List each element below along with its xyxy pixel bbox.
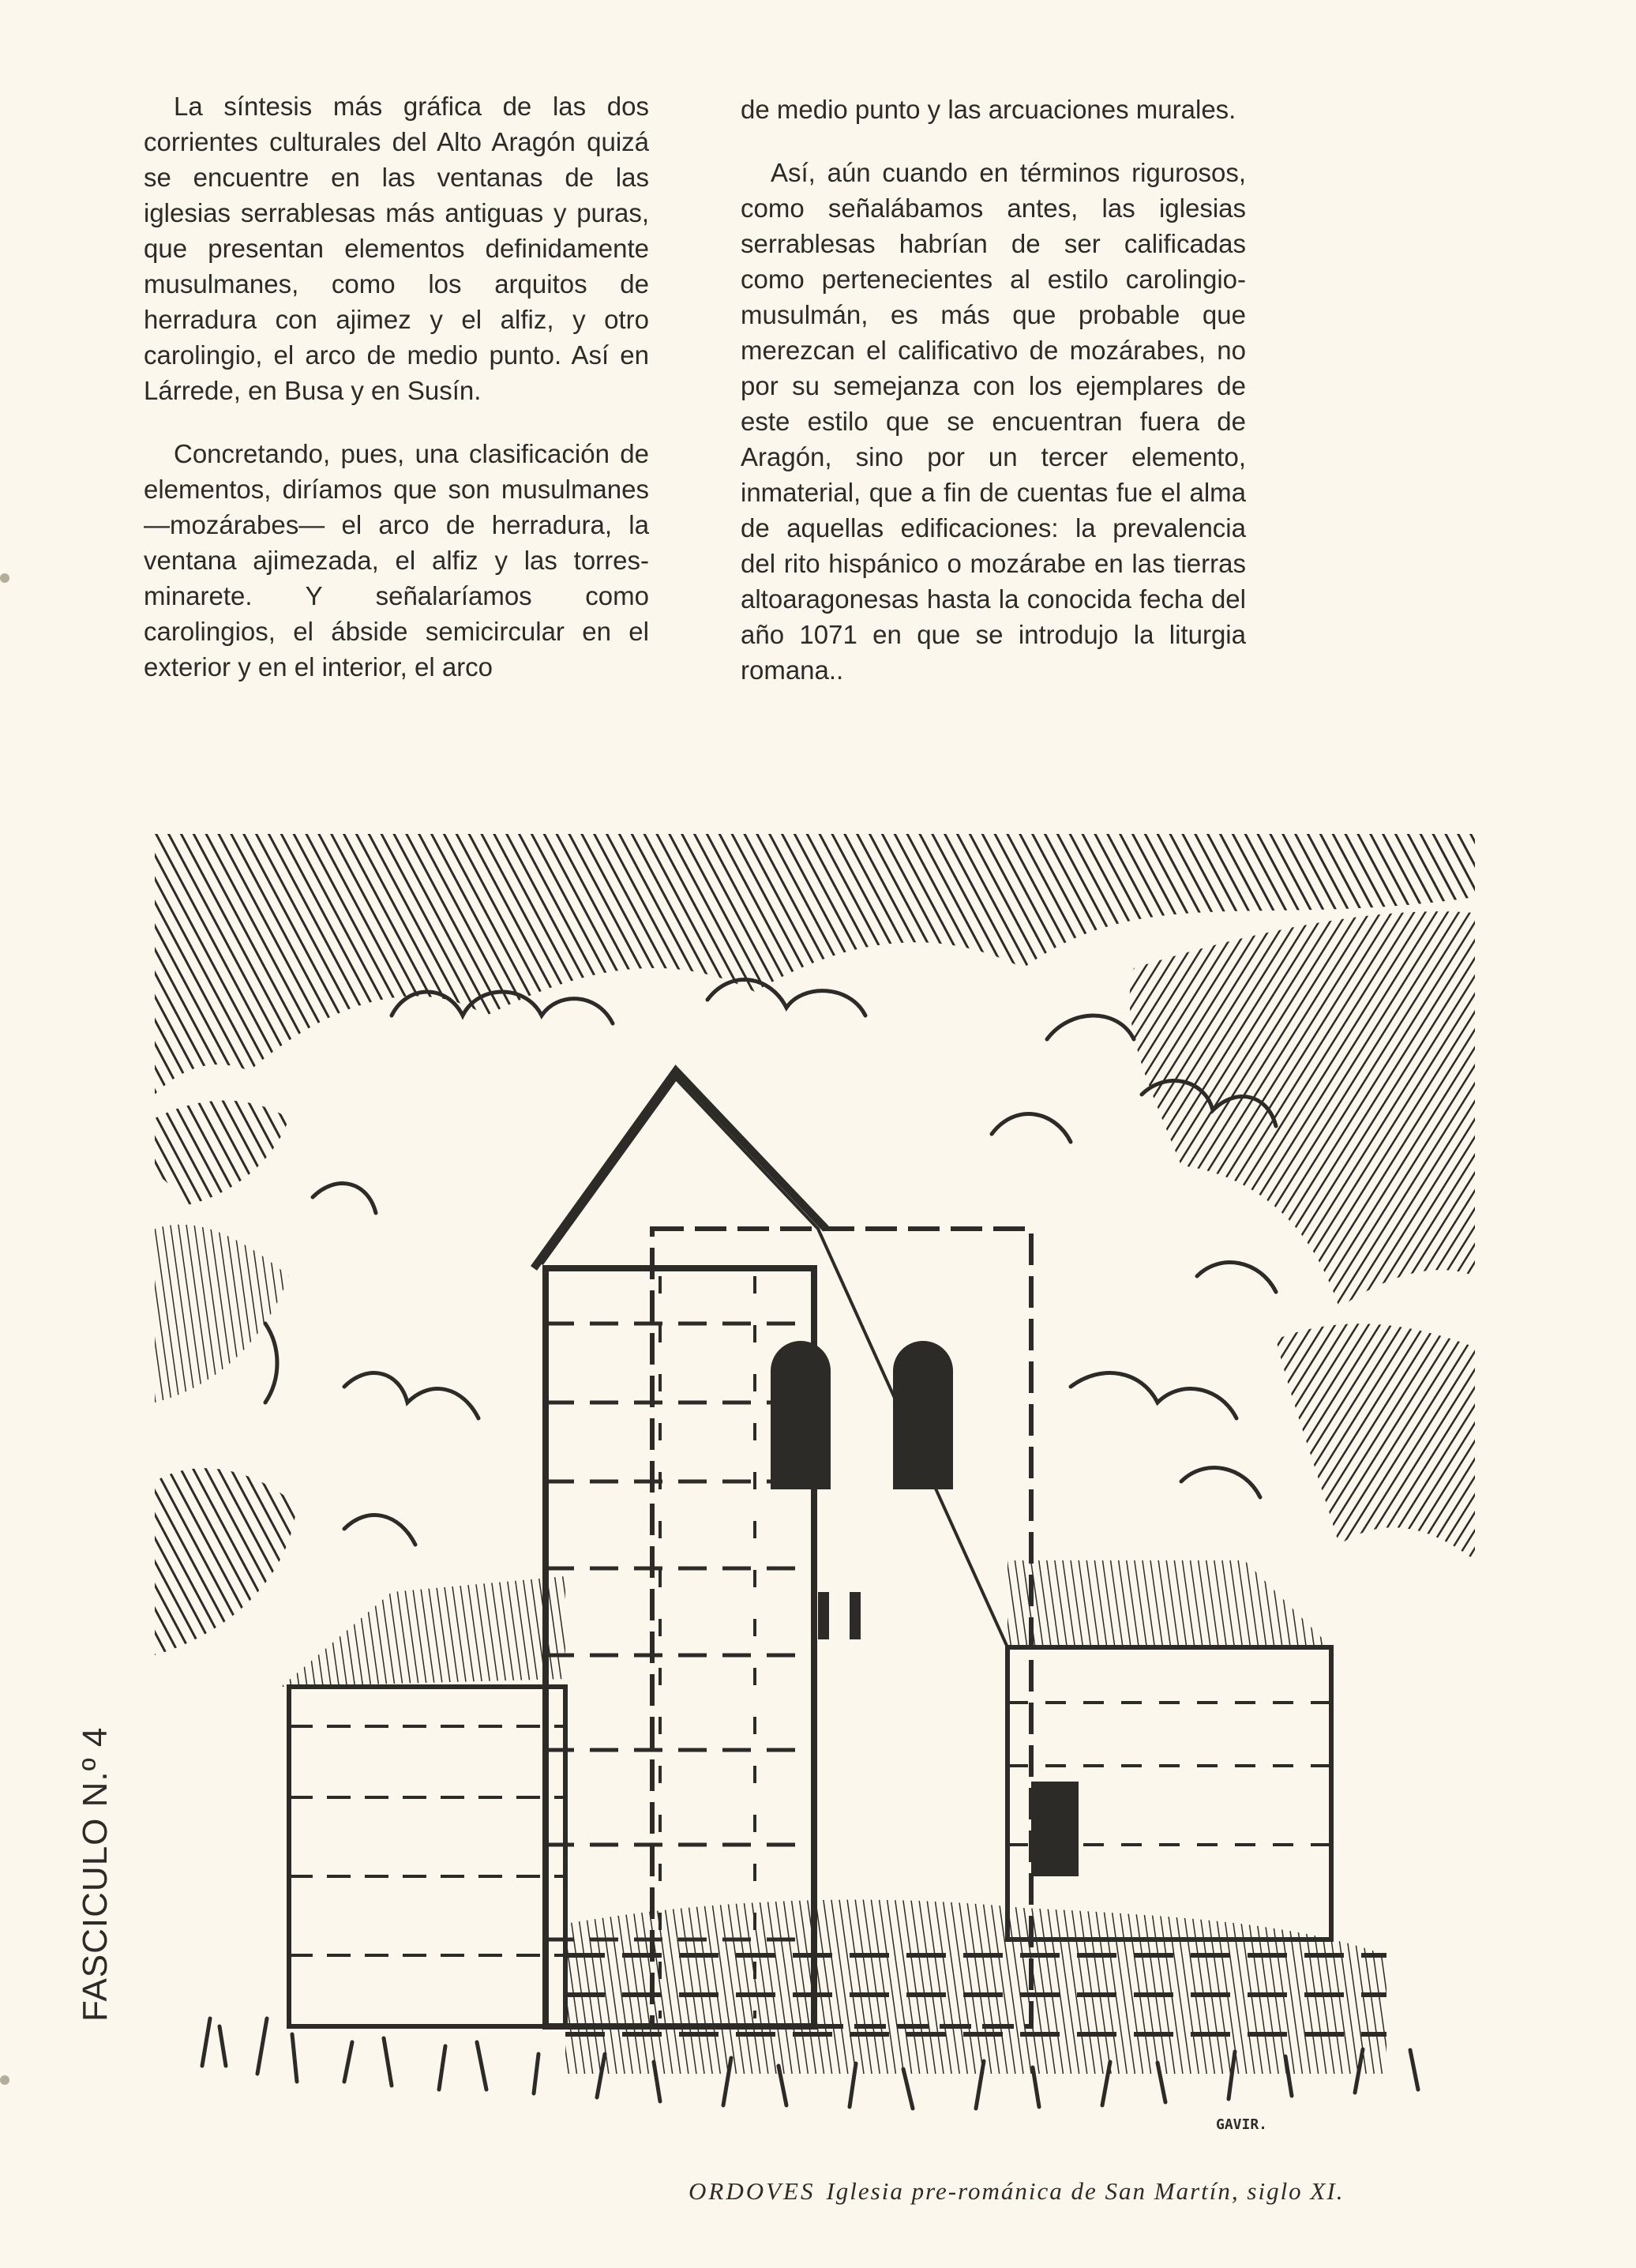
issue-label: FASCICULO N.º 4 (76, 1726, 114, 2022)
binding-hole (0, 2075, 9, 2085)
church-illustration (155, 834, 1475, 2176)
caption-place: ORDOVES (689, 2177, 816, 2205)
caption-text: Iglesia pre-románica de San Martín, siglo XI. (826, 2177, 1345, 2205)
paragraph: La síntesis más gráfica de las dos corrientes culturales del Alto Aragón quizá se encuentre en las ventanas de las iglesias serrablesas más antiguas y puras, que presentan elementos definidamente musulmanes, como los arquitos de herradura con ajimez y el alfiz, y otro carolingio, el arco de medio punto. Así en Lárrede, en Busa y en Susín. (144, 92, 649, 405)
left-building (281, 1576, 565, 2026)
text-column-left (144, 88, 649, 685)
paragraph: Así, aún cuando en términos rigurosos, como señalábamos antes, las iglesias serrablesas habrían de ser calificadas como pertenecientes al estilo carolingio-musulmán, es más que probable que merezcan el calificativo de mozárabes, no por su semejanza con los ejemplares de este estilo que se encuentran fuera de Aragón, sino por un tercer elemento, inmaterial, que a fin de cuentas fue el alma de aquellas edificaciones: la prevalencia del rito hispánico o mozárabe en las tierras altoaragonesas hasta la conocida fecha del año 1071 en que se introdujo la liturgia romana.. (741, 158, 1246, 685)
right-building (1007, 1560, 1331, 1939)
text-column-right (741, 92, 1246, 688)
stone-wall (565, 1900, 1386, 2074)
bell-tower (534, 1071, 1031, 2026)
artist-signature: GAVIR. (1216, 2116, 1268, 2133)
paragraph: Concretando, pues, una clasificación de elementos, diríamos que son musulmanes —mozárabes— el arco de herradura, la ventana ajimezada, el alfiz y las torres-minarete. Y señalaríamos como carolingios, el ábside semicircular en el exterior y en el interior, el arco (144, 439, 649, 682)
bell-windows (771, 1341, 953, 1639)
figure-caption (689, 2177, 1344, 2206)
binding-hole (0, 573, 9, 583)
paragraph: de medio punto y las arcuaciones murales. (741, 95, 1236, 124)
